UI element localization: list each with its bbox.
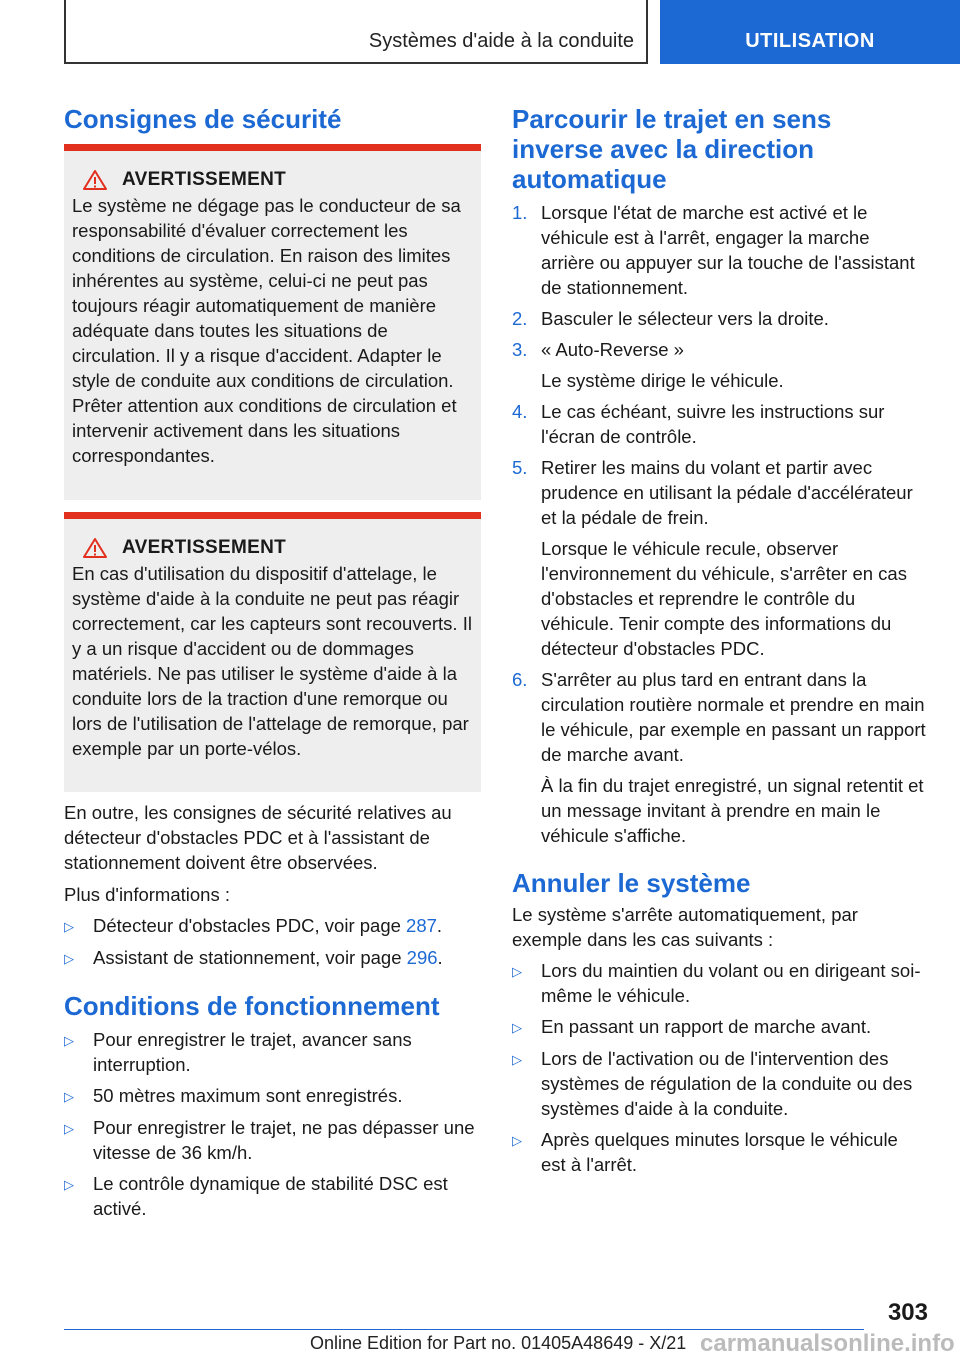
warning-title-2: AVERTISSEMENT	[122, 537, 287, 558]
list-item: ▷ Pour enregistrer le trajet, ne pas dépasser une vitesse de 36 km/h.	[64, 1117, 475, 1163]
bullet-triangle-icon: ▷	[64, 919, 74, 934]
reverse-heading: Parcourir le trajet en sens inverse avec la direction automatique	[512, 104, 832, 194]
bullet-triangle-icon: ▷	[64, 1033, 74, 1048]
list-item: ▷ 50 mètres maximum sont enregistrés.	[64, 1083, 481, 1109]
page-link-287[interactable]: 287	[406, 915, 437, 936]
list-item: ▷ Lors de l'activation ou de l'intervention des systèmes de régulation de la conduite ou des systèmes d'aide à la conduite.	[512, 1048, 913, 1119]
safety-heading: Consignes de sécurité	[64, 104, 342, 134]
bullet-triangle-icon: ▷	[512, 1020, 522, 1035]
page-link-296[interactable]: 296	[406, 947, 438, 968]
bullet-triangle-icon: ▷	[512, 1052, 522, 1067]
cancel-heading: Annuler le système	[512, 868, 751, 898]
bullet-triangle-icon: ▷	[64, 1121, 74, 1136]
list-item: ▷ Assistant de stationnement, voir page 296.	[64, 945, 481, 971]
conditions-heading: Conditions de fonctionnement	[64, 991, 440, 1021]
bullet-triangle-icon: ▷	[512, 1133, 522, 1148]
bullet-triangle-icon: ▷	[512, 964, 522, 979]
chapter-tab-label: UTILISATION	[745, 30, 875, 52]
list-item: ▷ Lors du maintien du volant ou en dirigeant soi-même le véhicule.	[512, 960, 921, 1006]
watermark: carmanualsonline.info	[700, 1330, 955, 1357]
warning-box-2	[64, 512, 481, 792]
section-title: Systèmes d'aide à la conduite	[368, 30, 634, 52]
cancel-intro: Le système s'arrête automatiquement, par exemple dans les cas suivants :	[512, 904, 858, 950]
list-item: ▷ Détecteur d'obstacles PDC, voir page 287.	[64, 913, 481, 939]
list-item: ▷ En passant un rapport de marche avant.	[512, 1014, 927, 1040]
step-item: 2. Basculer le sélecteur vers la droite.	[512, 308, 829, 329]
warning-text-1: Le système ne dégage pas le conducteur de sa responsabilité d'évaluer correctement les conditions de circulation. En raison des limites inhérentes au système, celui-ci ne peut pas toujours réagir automatiquement de manière adéquate dans toutes les situations de circulation. Il y a risque d'accident. Adapter le style de conduite aux conditions de circulation. Prêter attention aux conditions de circulation et intervenir activement dans les situations correspondantes.	[72, 195, 461, 466]
header-frame	[64, 0, 648, 64]
step-item: 1. Lorsque l'état de marche est activé et le véhicule est à l'arrêt, engager la marche arrière ou appuyer sur la touche de l'assistant de stationnement.	[512, 202, 915, 298]
page-number: 303	[887, 1299, 928, 1326]
step-item: 6. S'arrêter au plus tard en entrant dans la circulation routière normale et prendre en main le véhicule, par exemple en passant un rapport de marche avant.	[512, 669, 926, 765]
chapter-tab[interactable]	[660, 0, 960, 64]
list-item: ▷ Après quelques minutes lorsque le véhicule est à l'arrêt.	[512, 1129, 898, 1175]
bullet-triangle-icon: ▷	[64, 1089, 74, 1104]
more-info-label: Plus d'informations :	[64, 884, 230, 905]
warning-triangle-icon	[82, 169, 108, 191]
list-item: ▷ Pour enregistrer le trajet, avancer sans interruption.	[64, 1029, 412, 1075]
step-item: 4. Le cas échéant, suivre les instructions sur l'écran de contrôle.	[512, 401, 885, 447]
warning-box-1	[64, 144, 481, 500]
warning-text-2: En cas d'utilisation du dispositif d'attelage, le système d'aide à la conduite ne peut pas réagir correctement, car les capteurs sont recouverts. Il y a un risque d'accident ou de dommages matériels. Ne pas utiliser le système d'aide à la conduite lors de la traction d'une remorque ou lors de l'utilisation de l'attelage de remorque, par exemple par un porte-vélos.	[72, 563, 472, 759]
safety-note: En outre, les consignes de sécurité relatives au détecteur d'obstacles PDC et à l'assistant de stationnement doivent être observées.	[64, 802, 452, 873]
list-item: ▷ Le contrôle dynamique de stabilité DSC est activé.	[64, 1173, 448, 1219]
warning-title-1: AVERTISSEMENT	[122, 169, 287, 190]
step-subtext: Le système dirige le véhicule.	[541, 370, 784, 391]
warning-triangle-icon	[82, 537, 108, 559]
bullet-triangle-icon: ▷	[64, 951, 74, 966]
step-item: 3. « Auto-Reverse »	[512, 339, 684, 360]
step-subtext: À la fin du trajet enregistré, un signal retentit et un message invitant à prendre en main le véhicule s'affiche.	[541, 775, 924, 846]
edition-note: Online Edition for Part no. 01405A48649 - X/21	[310, 1333, 687, 1353]
bullet-triangle-icon: ▷	[64, 1177, 74, 1192]
step-item: 5. Retirer les mains du volant et partir avec prudence en utilisant la pédale d'accélérateur et la pédale de frein.	[512, 457, 913, 528]
step-subtext: Lorsque le véhicule recule, observer l'environnement du véhicule, s'arrêter en cas d'obstacles et reprendre le contrôle du véhicule. Tenir compte des informations du détecteur d'obstacles PDC.	[541, 538, 907, 659]
